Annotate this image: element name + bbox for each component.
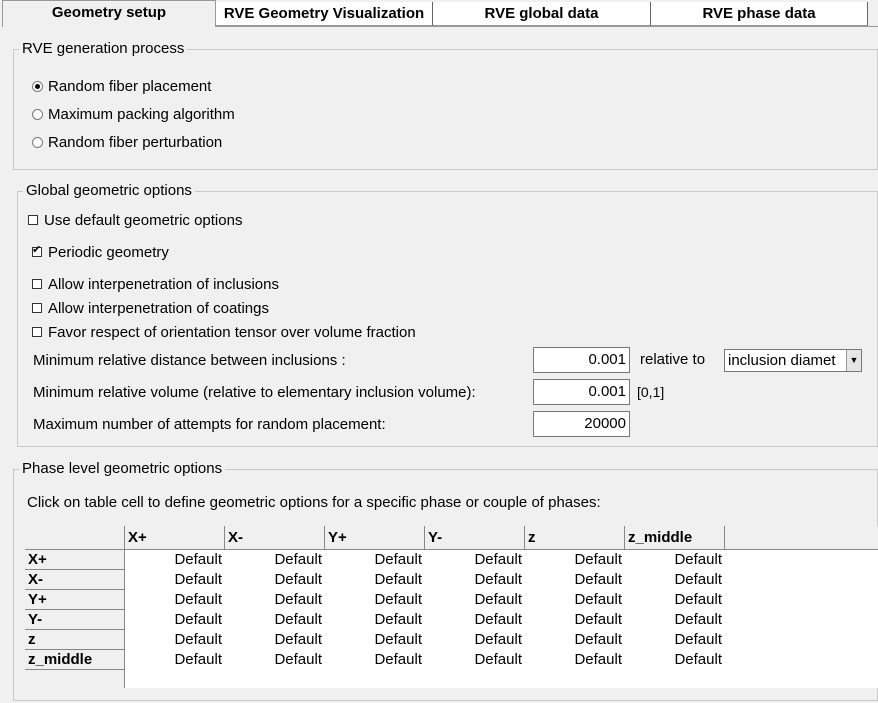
column-header[interactable]: z	[525, 526, 625, 550]
maximum-packing-label[interactable]: Maximum packing algorithm	[48, 106, 235, 123]
global-geometric-title: Global geometric options	[23, 182, 195, 200]
table-cell[interactable]: Default	[574, 551, 622, 568]
periodic-geometry-checkbox[interactable]	[32, 247, 42, 257]
phase-options-table	[25, 526, 878, 688]
table-cell[interactable]: Default	[674, 611, 722, 628]
table-cell[interactable]: Default	[574, 611, 622, 628]
table-cell[interactable]: Default	[374, 631, 422, 648]
table-cell[interactable]: Default	[274, 631, 322, 648]
table-cell[interactable]: Default	[474, 571, 522, 588]
interpenetration-coatings-label[interactable]: Allow interpenetration of coatings	[48, 300, 269, 317]
table-cell[interactable]: Default	[174, 651, 222, 668]
table-cell[interactable]: Default	[674, 591, 722, 608]
tab-rve-geometry-visualization[interactable]: RVE Geometry Visualization	[216, 2, 433, 26]
radio-maximum-packing[interactable]	[32, 109, 43, 120]
use-default-checkbox[interactable]	[28, 215, 38, 225]
table-cell[interactable]: Default	[174, 631, 222, 648]
rve-generation-title: RVE generation process	[19, 40, 187, 58]
table-cell[interactable]: Default	[674, 571, 722, 588]
table-cell[interactable]: Default	[674, 551, 722, 568]
table-cell[interactable]: Default	[274, 551, 322, 568]
interpenetration-inclusions-checkbox[interactable]	[32, 279, 42, 289]
table-cell[interactable]: Default	[374, 571, 422, 588]
tab-bar	[0, 0, 878, 28]
table-header-filler	[725, 526, 878, 550]
row-header[interactable]: Y+	[25, 590, 125, 610]
table-corner	[25, 526, 125, 550]
min-distance-input[interactable]: 0.001	[533, 347, 630, 373]
table-cell[interactable]: Default	[474, 651, 522, 668]
table-cell[interactable]: Default	[574, 571, 622, 588]
relative-to-label: relative to	[640, 351, 706, 368]
min-volume-label: Minimum relative volume (relative to elementary inclusion volume):	[33, 384, 476, 401]
favor-orientation-checkbox[interactable]	[32, 327, 42, 337]
periodic-geometry-label[interactable]: Periodic geometry	[48, 244, 169, 261]
table-cell[interactable]: Default	[674, 631, 722, 648]
random-fiber-placement-label[interactable]: Random fiber placement	[48, 78, 212, 95]
relative-to-select[interactable]	[724, 349, 862, 372]
table-cell[interactable]: Default	[574, 591, 622, 608]
favor-orientation-label[interactable]: Favor respect of orientation tensor over volume fraction	[48, 324, 416, 341]
row-header[interactable]: z	[25, 630, 125, 650]
column-header[interactable]: Y-	[425, 526, 525, 550]
column-header[interactable]: Y+	[325, 526, 425, 550]
relative-to-value: inclusion diamet	[728, 352, 836, 369]
radio-random-fiber-placement[interactable]	[32, 81, 43, 92]
table-cell[interactable]: Default	[174, 611, 222, 628]
tab-rve-phase-data[interactable]: RVE phase data	[651, 2, 868, 26]
table-cell[interactable]: Default	[474, 551, 522, 568]
interpenetration-inclusions-label[interactable]: Allow interpenetration of inclusions	[48, 276, 279, 293]
random-fiber-perturbation-label[interactable]: Random fiber perturbation	[48, 134, 223, 151]
table-cell[interactable]: Default	[374, 591, 422, 608]
table-cell[interactable]: Default	[374, 611, 422, 628]
table-cell[interactable]: Default	[474, 611, 522, 628]
column-header[interactable]: X-	[225, 526, 325, 550]
table-cell[interactable]: Default	[474, 631, 522, 648]
interpenetration-coatings-checkbox[interactable]	[32, 303, 42, 313]
table-cell[interactable]: Default	[174, 591, 222, 608]
table-cell[interactable]: Default	[174, 551, 222, 568]
table-cell[interactable]: Default	[674, 651, 722, 668]
table-cell[interactable]: Default	[274, 571, 322, 588]
phase-level-title: Phase level geometric options	[19, 460, 225, 478]
tab-underline	[216, 26, 878, 27]
column-header[interactable]: z_middle	[625, 526, 725, 550]
table-cell[interactable]: Default	[474, 591, 522, 608]
table-cell[interactable]: Default	[374, 551, 422, 568]
table-cell[interactable]: Default	[274, 651, 322, 668]
min-volume-range: [0,1]	[637, 384, 665, 400]
use-default-label[interactable]: Use default geometric options	[44, 212, 243, 229]
table-cell[interactable]: Default	[574, 631, 622, 648]
radio-random-fiber-perturbation[interactable]	[32, 137, 43, 148]
table-cell[interactable]: Default	[274, 611, 322, 628]
row-header[interactable]: z_middle	[25, 650, 125, 670]
max-attempts-input[interactable]: 20000	[533, 411, 630, 437]
table-cell[interactable]: Default	[374, 651, 422, 668]
min-distance-label: Minimum relative distance between inclusions :	[33, 352, 346, 369]
column-header[interactable]: X+	[125, 526, 225, 550]
row-header[interactable]: X+	[25, 550, 125, 570]
table-cell[interactable]: Default	[274, 591, 322, 608]
table-row-header-empty	[25, 670, 125, 688]
chevron-down-icon[interactable]: ▼	[846, 350, 861, 371]
table-cell[interactable]: Default	[574, 651, 622, 668]
tab-rve-global-data[interactable]: RVE global data	[433, 2, 651, 26]
max-attempts-label: Maximum number of attempts for random placement:	[33, 416, 386, 433]
phase-instruction: Click on table cell to define geometric options for a specific phase or couple of phases:	[27, 494, 601, 511]
table-cell[interactable]: Default	[174, 571, 222, 588]
min-volume-input[interactable]: 0.001	[533, 379, 630, 405]
tab-geometry-setup[interactable]: Geometry setup	[2, 0, 216, 27]
row-header[interactable]: Y-	[25, 610, 125, 630]
row-header[interactable]: X-	[25, 570, 125, 590]
